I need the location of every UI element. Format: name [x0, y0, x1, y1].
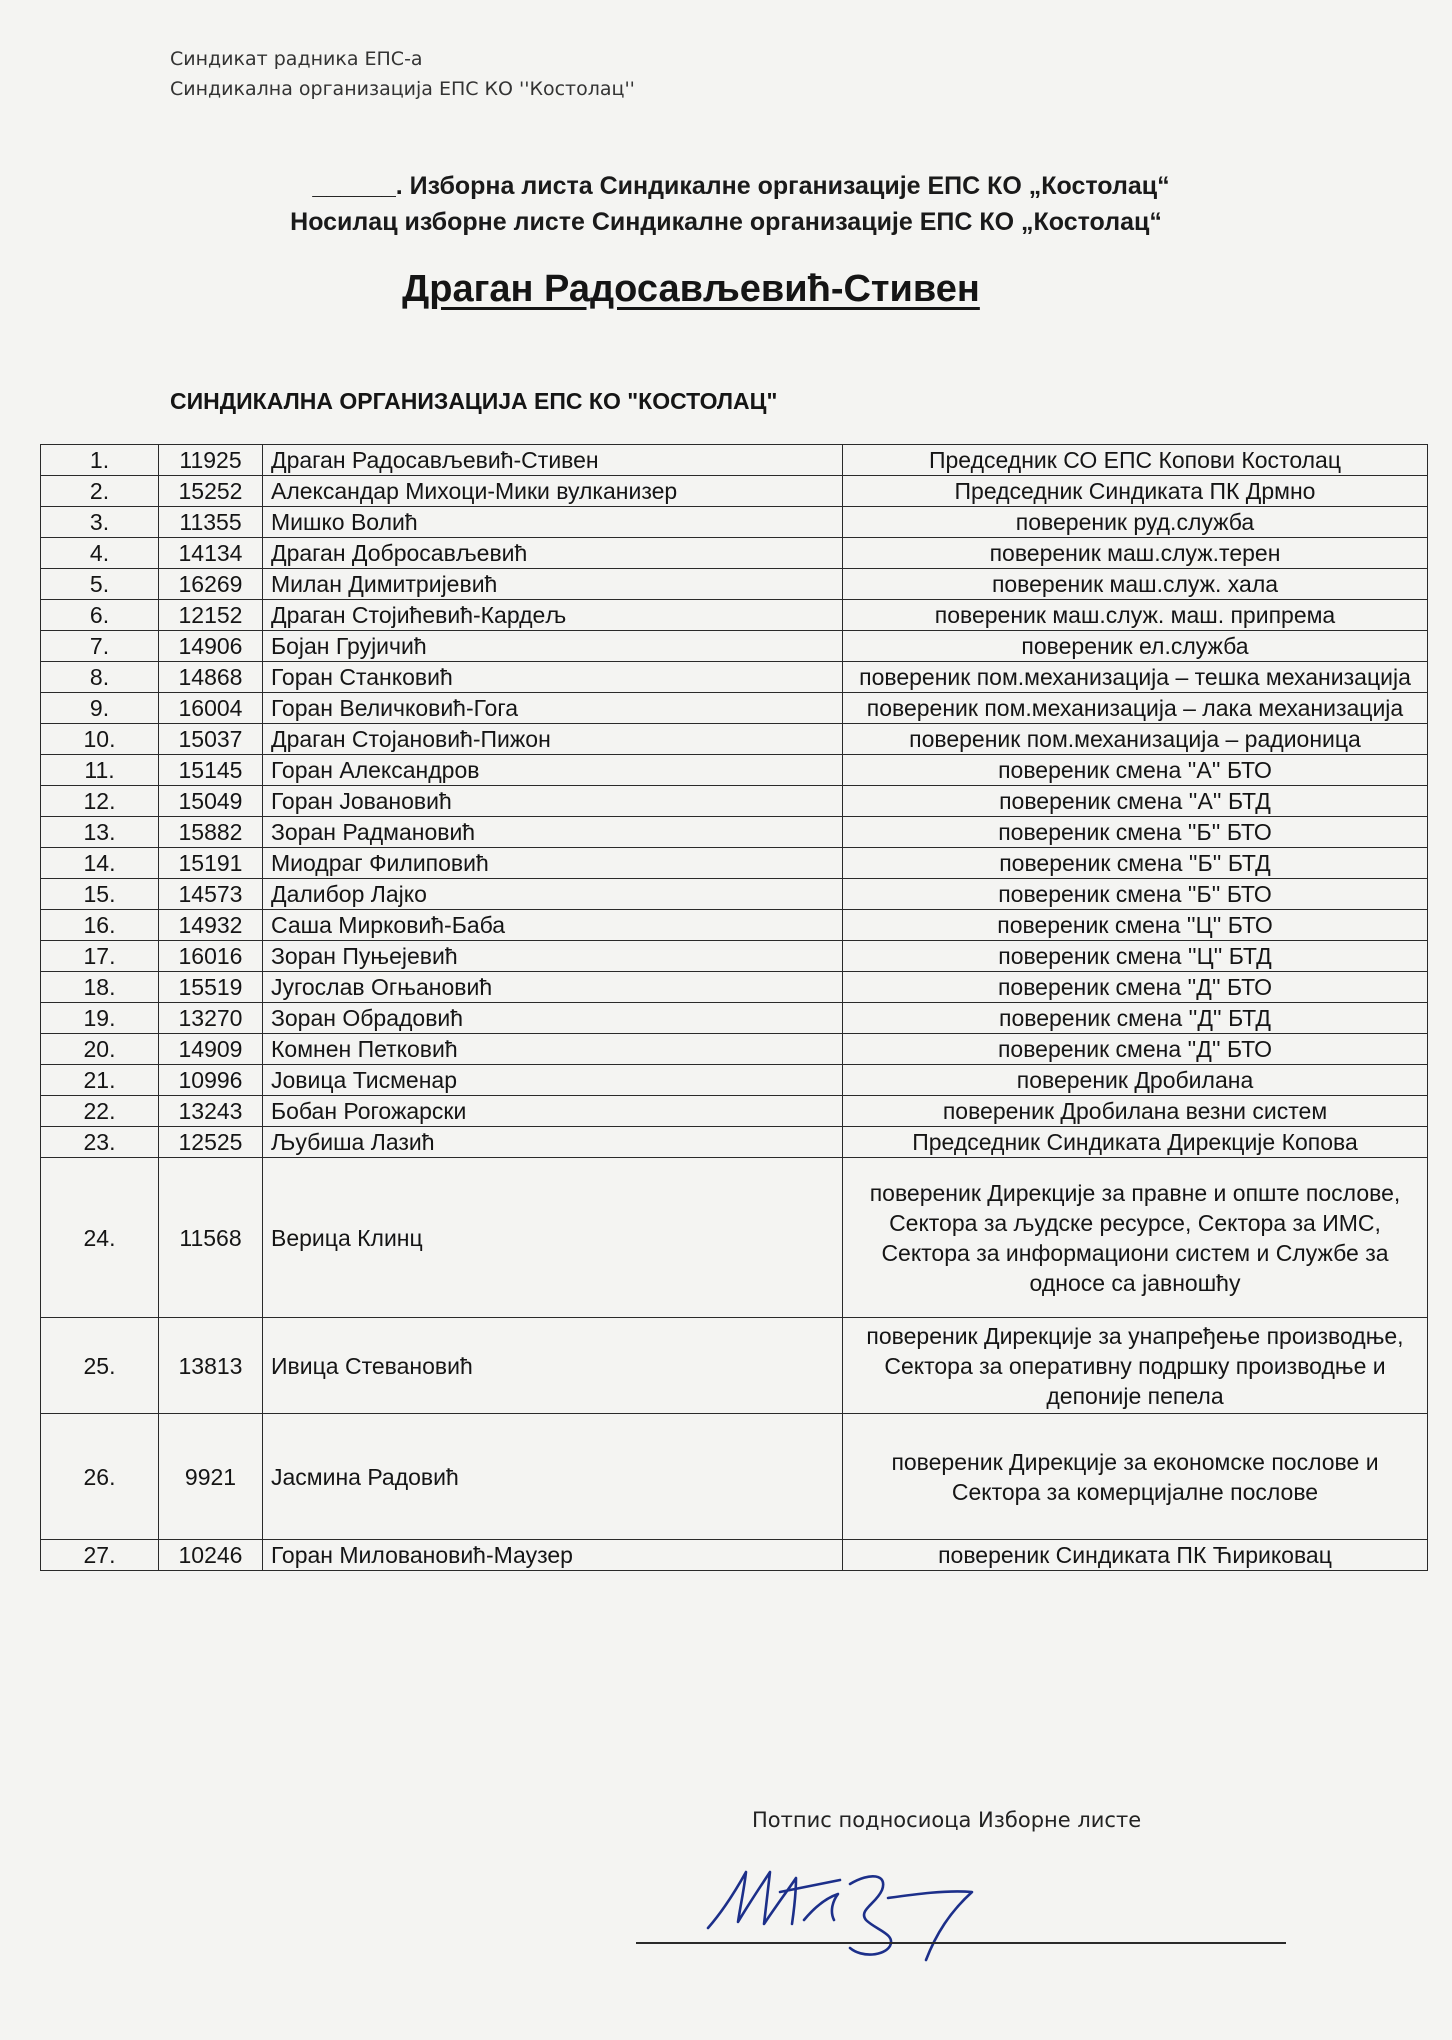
- member-id: 16016: [159, 941, 263, 972]
- member-id: 13243: [159, 1096, 263, 1127]
- title-line1: ______. Изборна листа Синдикалне организације ЕПС КО „Костолац“: [312, 172, 1170, 200]
- member-name: Комнен Петковић: [263, 1034, 843, 1065]
- member-role: повереник пом.механизација – лака механизација: [843, 693, 1428, 724]
- member-id: 14868: [159, 662, 263, 693]
- row-number: 20.: [41, 1034, 159, 1065]
- member-role: повереник Дробилана везни систем: [843, 1096, 1428, 1127]
- member-name: Зоран Обрадовић: [263, 1003, 843, 1034]
- member-role: повереник Синдиката ПК Ћириковац: [843, 1540, 1428, 1571]
- row-number: 23.: [41, 1127, 159, 1158]
- title-line2: Носилац изборне листе Синдикалне организације ЕПС КО „Костолац“: [290, 208, 1162, 236]
- row-number: 5.: [41, 569, 159, 600]
- table-row: [41, 600, 1428, 631]
- member-id: 11568: [159, 1158, 263, 1318]
- member-id: 15252: [159, 476, 263, 507]
- org-header-line2: Синдикална организација ЕПС КО ''Костолац'': [170, 78, 635, 100]
- row-number: 24.: [41, 1158, 159, 1318]
- member-role: повереник Дирекције за унапређење производње, Сектора за оперативну подршку производње и депоније пепела: [843, 1318, 1428, 1414]
- member-role: повереник ел.служба: [843, 631, 1428, 662]
- table-row: [41, 1065, 1428, 1096]
- member-name: Драган Стојићевић-Кардељ: [263, 600, 843, 631]
- signature-label: Потпис подносиоца Изборне листе: [752, 1808, 1142, 1832]
- row-number: 1.: [41, 445, 159, 476]
- row-number: 7.: [41, 631, 159, 662]
- document-title: [0, 168, 1452, 240]
- row-number: 13.: [41, 817, 159, 848]
- member-name: Далибор Лајко: [263, 879, 843, 910]
- row-number: 25.: [41, 1318, 159, 1414]
- member-role: Председник СО ЕПС Копови Костолац: [843, 445, 1428, 476]
- row-number: 27.: [41, 1540, 159, 1571]
- row-number: 19.: [41, 1003, 159, 1034]
- table-row: [41, 786, 1428, 817]
- row-number: 3.: [41, 507, 159, 538]
- org-header-line1: Синдикат радника ЕПС-а: [170, 48, 423, 70]
- member-role: повереник смена ''Д'' БТО: [843, 1034, 1428, 1065]
- member-id: 15519: [159, 972, 263, 1003]
- member-role: повереник смена ''Д'' БТД: [843, 1003, 1428, 1034]
- row-number: 17.: [41, 941, 159, 972]
- table-row: [41, 941, 1428, 972]
- table-row: [41, 445, 1428, 476]
- member-id: 15191: [159, 848, 263, 879]
- member-role: повереник смена ''Ц'' БТО: [843, 910, 1428, 941]
- row-number: 8.: [41, 662, 159, 693]
- member-name: Александар Михоци-Мики вулканизер: [263, 476, 843, 507]
- member-id: 12525: [159, 1127, 263, 1158]
- row-number: 6.: [41, 600, 159, 631]
- row-number: 18.: [41, 972, 159, 1003]
- member-id: 11925: [159, 445, 263, 476]
- table-row: [41, 662, 1428, 693]
- table-row: [41, 879, 1428, 910]
- member-name: Верица Клинц: [263, 1158, 843, 1318]
- row-number: 2.: [41, 476, 159, 507]
- member-name: Миодраг Филиповић: [263, 848, 843, 879]
- row-number: 9.: [41, 693, 159, 724]
- member-name: Драган Радосављевић-Стивен: [263, 445, 843, 476]
- table-row: [41, 1127, 1428, 1158]
- member-id: 10246: [159, 1540, 263, 1571]
- candidates-table: [40, 444, 1428, 1571]
- row-number: 21.: [41, 1065, 159, 1096]
- member-name: Милан Димитријевић: [263, 569, 843, 600]
- member-role: повереник смена ''А'' БТД: [843, 786, 1428, 817]
- member-id: 14906: [159, 631, 263, 662]
- member-role: повереник Дробилана: [843, 1065, 1428, 1096]
- handwritten-signature: [700, 1850, 1080, 1970]
- member-id: 11355: [159, 507, 263, 538]
- row-number: 26.: [41, 1414, 159, 1540]
- row-number: 10.: [41, 724, 159, 755]
- member-name: Горан Величковић-Гога: [263, 693, 843, 724]
- table-row: [41, 910, 1428, 941]
- member-id: 14909: [159, 1034, 263, 1065]
- member-id: 14134: [159, 538, 263, 569]
- org-header: [170, 44, 635, 104]
- member-role: повереник Дирекције за правне и опште послове, Сектора за људске ресурсе, Сектора за ИМС, Сектора за информациони систем и Службе за односе са јавношћу: [843, 1158, 1428, 1318]
- member-id: 13270: [159, 1003, 263, 1034]
- member-name: Зоран Радмановић: [263, 817, 843, 848]
- member-role: повереник маш.служ. маш. припрема: [843, 600, 1428, 631]
- member-name: Зоран Пуњејевић: [263, 941, 843, 972]
- table-row: [41, 476, 1428, 507]
- member-name: Љубиша Лазић: [263, 1127, 843, 1158]
- member-name: Горан Јовановић: [263, 786, 843, 817]
- member-id: 10996: [159, 1065, 263, 1096]
- member-name: Горан Александров: [263, 755, 843, 786]
- table-row: [41, 1096, 1428, 1127]
- row-number: 11.: [41, 755, 159, 786]
- table-row: [41, 1318, 1428, 1414]
- table-row: [41, 1414, 1428, 1540]
- list-carrier-name: Драган Радосављевић-Стивен: [402, 268, 980, 310]
- table-row: [41, 631, 1428, 662]
- member-role: повереник пом.механизација – радионица: [843, 724, 1428, 755]
- member-role: повереник смена ''А'' БТО: [843, 755, 1428, 786]
- member-name: Драган Добросављевић: [263, 538, 843, 569]
- table-row: [41, 755, 1428, 786]
- table-row: [41, 1034, 1428, 1065]
- row-number: 12.: [41, 786, 159, 817]
- table-row: [41, 693, 1428, 724]
- member-name: Горан Станковић: [263, 662, 843, 693]
- section-title: СИНДИКАЛНА ОРГАНИЗАЦИЈА ЕПС КО "КОСТОЛАЦ": [170, 388, 778, 414]
- member-id: 14932: [159, 910, 263, 941]
- member-role: повереник смена ''Ц'' БТД: [843, 941, 1428, 972]
- signature-line: [636, 1942, 1286, 1944]
- member-role: повереник смена ''Б'' БТО: [843, 879, 1428, 910]
- table-row: [41, 848, 1428, 879]
- member-name: Јасмина Радовић: [263, 1414, 843, 1540]
- table-row: [41, 1003, 1428, 1034]
- member-id: 12152: [159, 600, 263, 631]
- member-name: Бојан Грујичић: [263, 631, 843, 662]
- table-row: [41, 724, 1428, 755]
- member-id: 13813: [159, 1318, 263, 1414]
- row-number: 15.: [41, 879, 159, 910]
- member-role: повереник Дирекције за економске послове и Сектора за комерцијалне послове: [843, 1414, 1428, 1540]
- candidates-table-body: [41, 445, 1428, 1571]
- table-row: [41, 972, 1428, 1003]
- member-name: Јовица Тисменар: [263, 1065, 843, 1096]
- member-role: повереник смена ''Д'' БТО: [843, 972, 1428, 1003]
- member-name: Драган Стојановић-Пижон: [263, 724, 843, 755]
- row-number: 16.: [41, 910, 159, 941]
- member-id: 16269: [159, 569, 263, 600]
- member-role: повереник маш.служ.терен: [843, 538, 1428, 569]
- member-id: 14573: [159, 879, 263, 910]
- member-id: 15145: [159, 755, 263, 786]
- member-name: Мишко Волић: [263, 507, 843, 538]
- table-row: [41, 1540, 1428, 1571]
- member-name: Југослав Огњановић: [263, 972, 843, 1003]
- member-id: 15037: [159, 724, 263, 755]
- member-id: 9921: [159, 1414, 263, 1540]
- table-row: [41, 538, 1428, 569]
- member-role: повереник руд.служба: [843, 507, 1428, 538]
- member-id: 16004: [159, 693, 263, 724]
- table-row: [41, 1158, 1428, 1318]
- table-row: [41, 817, 1428, 848]
- member-role: повереник маш.служ. хала: [843, 569, 1428, 600]
- member-name: Горан Миловановић-Маузер: [263, 1540, 843, 1571]
- row-number: 14.: [41, 848, 159, 879]
- member-name: Саша Мирковић-Баба: [263, 910, 843, 941]
- member-role: Председник Синдиката Дирекције Копова: [843, 1127, 1428, 1158]
- row-number: 22.: [41, 1096, 159, 1127]
- member-name: Ивица Стевановић: [263, 1318, 843, 1414]
- row-number: 4.: [41, 538, 159, 569]
- member-id: 15049: [159, 786, 263, 817]
- member-role: повереник смена ''Б'' БТО: [843, 817, 1428, 848]
- member-role: повереник пом.механизација – тешка механизација: [843, 662, 1428, 693]
- member-role: Председник Синдиката ПК Дрмно: [843, 476, 1428, 507]
- member-id: 15882: [159, 817, 263, 848]
- table-row: [41, 507, 1428, 538]
- table-row: [41, 569, 1428, 600]
- member-name: Бобан Рогожарски: [263, 1096, 843, 1127]
- member-role: повереник смена ''Б'' БТД: [843, 848, 1428, 879]
